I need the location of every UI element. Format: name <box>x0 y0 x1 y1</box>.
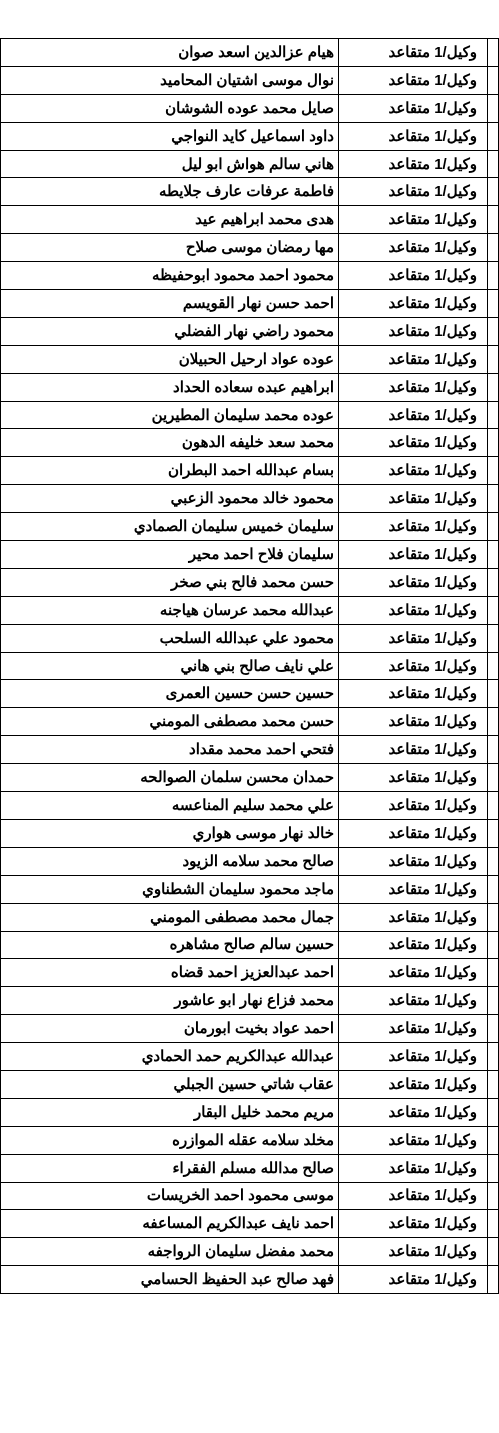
table-row <box>1 847 499 875</box>
rank-cell <box>339 624 488 652</box>
person-name: محمد فزاع نهار ابو عاشور <box>1 987 339 1015</box>
rank-label: وكيل/1 متقاعد <box>388 741 477 759</box>
row-edge-cell <box>488 122 499 150</box>
person-name: محمود خالد محمود الزعبي <box>1 485 339 513</box>
row-edge-cell <box>488 1182 499 1210</box>
row-edge-cell <box>488 987 499 1015</box>
person-name: احمد حسن نهار القويسم <box>1 290 339 318</box>
rank-cell <box>339 513 488 541</box>
row-edge-cell <box>488 819 499 847</box>
row-edge-cell <box>488 903 499 931</box>
table-row <box>1 792 499 820</box>
rank-label: وكيل/1 متقاعد <box>388 350 477 368</box>
table-row <box>1 262 499 290</box>
table-row <box>1 150 499 178</box>
row-edge-cell <box>488 764 499 792</box>
rank-cell <box>339 290 488 318</box>
table-row <box>1 987 499 1015</box>
row-edge-cell <box>488 736 499 764</box>
rank-label: وكيل/1 متقاعد <box>388 490 477 508</box>
person-name: عقاب شاتي حسين الجبلي <box>1 1070 339 1098</box>
table-row <box>1 178 499 206</box>
person-name: محمود راضي نهار الفضلي <box>1 317 339 345</box>
rank-cell <box>339 122 488 150</box>
rank-label: وكيل/1 متقاعد <box>388 294 477 312</box>
rank-label: وكيل/1 متقاعد <box>388 378 477 396</box>
rank-cell <box>339 485 488 513</box>
rank-label: وكيل/1 متقاعد <box>388 71 477 89</box>
table-row <box>1 1266 499 1294</box>
row-edge-cell <box>488 680 499 708</box>
table-row <box>1 596 499 624</box>
rank-cell <box>339 94 488 122</box>
row-edge-cell <box>488 66 499 94</box>
row-edge-cell <box>488 959 499 987</box>
table-row <box>1 206 499 234</box>
person-name: محمود احمد محمود ابوحفيظه <box>1 262 339 290</box>
rank-cell <box>339 541 488 569</box>
person-name: عوده عواد ارحيل الحبيلان <box>1 345 339 373</box>
person-name: احمد عبدالعزيز احمد قضاه <box>1 959 339 987</box>
row-edge-cell <box>488 847 499 875</box>
person-name: حسين سالم صالح مشاهره <box>1 931 339 959</box>
rank-cell <box>339 596 488 624</box>
table-row <box>1 94 499 122</box>
rank-cell <box>339 568 488 596</box>
person-name: فتحي احمد محمد مقداد <box>1 736 339 764</box>
person-name: علي محمد سليم المناعسه <box>1 792 339 820</box>
rank-label: وكيل/1 متقاعد <box>388 1243 477 1261</box>
table-row <box>1 708 499 736</box>
rank-cell <box>339 987 488 1015</box>
table-row <box>1 373 499 401</box>
table-row <box>1 875 499 903</box>
person-name: حسن محمد مصطفى المومني <box>1 708 339 736</box>
person-name: عبدالله عبدالكريم حمد الحمادي <box>1 1043 339 1071</box>
rank-cell <box>339 1154 488 1182</box>
rank-label: وكيل/1 متقاعد <box>388 1159 477 1177</box>
table-body <box>1 39 499 1294</box>
rank-cell <box>339 708 488 736</box>
rank-cell <box>339 373 488 401</box>
row-edge-cell <box>488 1098 499 1126</box>
rank-cell <box>339 262 488 290</box>
rank-cell <box>339 847 488 875</box>
table-row <box>1 959 499 987</box>
row-edge-cell <box>488 178 499 206</box>
person-name: مريم محمد خليل البقار <box>1 1098 339 1126</box>
rank-label: وكيل/1 متقاعد <box>388 573 477 591</box>
rank-cell <box>339 1238 488 1266</box>
row-edge-cell <box>488 708 499 736</box>
rank-label: وكيل/1 متقاعد <box>388 1187 477 1205</box>
rank-cell <box>339 429 488 457</box>
row-edge-cell <box>488 624 499 652</box>
person-name: فاطمة عرفات عارف جلايطه <box>1 178 339 206</box>
rank-label: وكيل/1 متقاعد <box>388 713 477 731</box>
person-name: عبدالله محمد عرسان هياجنه <box>1 596 339 624</box>
rank-cell <box>339 178 488 206</box>
person-name: محمد مفضل سليمان الرواجفه <box>1 1238 339 1266</box>
person-name: محمود علي عبدالله السلحب <box>1 624 339 652</box>
person-name: نوال موسى اشتيان المحاميد <box>1 66 339 94</box>
rank-label: وكيل/1 متقاعد <box>388 434 477 452</box>
person-name: ماجد محمود سليمان الشطناوي <box>1 875 339 903</box>
row-edge-cell <box>488 1210 499 1238</box>
table-row <box>1 931 499 959</box>
row-edge-cell <box>488 1154 499 1182</box>
person-name: فهد صالح عبد الحفيظ الحسامي <box>1 1266 339 1294</box>
rank-cell <box>339 1098 488 1126</box>
row-edge-cell <box>488 401 499 429</box>
rank-cell <box>339 234 488 262</box>
rank-cell <box>339 819 488 847</box>
person-name: مخلد سلامه عقله الموازره <box>1 1126 339 1154</box>
person-name: جمال محمد مصطفى المومني <box>1 903 339 931</box>
rank-label: وكيل/1 متقاعد <box>388 992 477 1010</box>
person-name: بسام عبدالله احمد البطران <box>1 457 339 485</box>
table-row <box>1 457 499 485</box>
table-row <box>1 736 499 764</box>
person-name: صالح محمد سلامه الزيود <box>1 847 339 875</box>
person-name: موسى محمود احمد الخريسات <box>1 1182 339 1210</box>
table-row <box>1 66 499 94</box>
row-edge-cell <box>488 1238 499 1266</box>
row-edge-cell <box>488 1043 499 1071</box>
document-page <box>0 38 499 1294</box>
row-edge-cell <box>488 652 499 680</box>
rank-cell <box>339 680 488 708</box>
table-row <box>1 485 499 513</box>
row-edge-cell <box>488 1015 499 1043</box>
rank-label: وكيل/1 متقاعد <box>388 852 477 870</box>
rank-label: وكيل/1 متقاعد <box>388 629 477 647</box>
rank-label: وكيل/1 متقاعد <box>388 601 477 619</box>
rank-cell <box>339 39 488 67</box>
table-row <box>1 680 499 708</box>
table-row <box>1 401 499 429</box>
table-row <box>1 541 499 569</box>
table-row <box>1 345 499 373</box>
table-row <box>1 122 499 150</box>
row-edge-cell <box>488 290 499 318</box>
rank-label: وكيل/1 متقاعد <box>388 99 477 117</box>
rank-label: وكيل/1 متقاعد <box>388 211 477 229</box>
person-name: حمدان محسن سلمان الصوالحه <box>1 764 339 792</box>
rank-cell <box>339 1210 488 1238</box>
rank-cell <box>339 736 488 764</box>
rank-cell <box>339 652 488 680</box>
person-name: علي نايف صالح بني هاني <box>1 652 339 680</box>
table-row <box>1 1182 499 1210</box>
rank-label: وكيل/1 متقاعد <box>388 769 477 787</box>
table-row <box>1 1070 499 1098</box>
person-name: سليمان فلاح احمد محير <box>1 541 339 569</box>
row-edge-cell <box>488 234 499 262</box>
row-edge-cell <box>488 513 499 541</box>
row-edge-cell <box>488 429 499 457</box>
rank-label: وكيل/1 متقاعد <box>388 518 477 536</box>
table-row <box>1 1043 499 1071</box>
table-row <box>1 39 499 67</box>
person-name: خالد نهار موسى هواري <box>1 819 339 847</box>
rank-label: وكيل/1 متقاعد <box>388 1048 477 1065</box>
rank-label: وكيل/1 متقاعد <box>388 1075 477 1093</box>
table-row <box>1 1126 499 1154</box>
rank-cell <box>339 317 488 345</box>
row-edge-cell <box>488 457 499 485</box>
person-name: صايل محمد عوده الشوشان <box>1 94 339 122</box>
table-row <box>1 1210 499 1238</box>
table-row <box>1 290 499 318</box>
rank-label: وكيل/1 متقاعد <box>388 545 477 563</box>
person-name: عوده محمد سليمان المطيرين <box>1 401 339 429</box>
person-name: احمد نايف عبدالكريم المساعفه <box>1 1210 339 1238</box>
row-edge-cell <box>488 875 499 903</box>
table-row <box>1 819 499 847</box>
table-row <box>1 568 499 596</box>
row-edge-cell <box>488 39 499 67</box>
row-edge-cell <box>488 485 499 513</box>
rank-cell <box>339 1182 488 1210</box>
rank-label: وكيل/1 متقاعد <box>388 824 477 842</box>
rank-label: وكيل/1 متقاعد <box>388 880 477 898</box>
row-edge-cell <box>488 541 499 569</box>
rank-label: وكيل/1 متقاعد <box>388 936 477 954</box>
rank-label: وكيل/1 متقاعد <box>388 127 477 145</box>
rank-cell <box>339 206 488 234</box>
rank-label: وكيل/1 متقاعد <box>388 43 477 61</box>
rank-label: وكيل/1 متقاعد <box>388 183 477 201</box>
rank-cell <box>339 1043 488 1071</box>
table-row <box>1 1015 499 1043</box>
rank-cell <box>339 457 488 485</box>
row-edge-cell <box>488 1126 499 1154</box>
row-edge-cell <box>488 568 499 596</box>
rank-label: وكيل/1 متقاعد <box>388 239 477 257</box>
person-name: مها رمضان موسى صلاح <box>1 234 339 262</box>
person-name: حسين حسن حسين العمرى <box>1 680 339 708</box>
person-name: هاني سالم هواش ابو ليل <box>1 150 339 178</box>
person-name: صالح مدالله مسلم الفقراء <box>1 1154 339 1182</box>
rank-label: وكيل/1 متقاعد <box>388 1271 477 1289</box>
rank-label: وكيل/1 متقاعد <box>388 267 477 285</box>
rank-cell <box>339 1266 488 1294</box>
rank-label: وكيل/1 متقاعد <box>388 964 477 982</box>
rank-cell <box>339 401 488 429</box>
rank-label: وكيل/1 متقاعد <box>388 657 477 675</box>
rank-cell <box>339 345 488 373</box>
person-name: ابراهيم عبده سعاده الحداد <box>1 373 339 401</box>
rank-label: وكيل/1 متقاعد <box>388 908 477 926</box>
rank-cell <box>339 792 488 820</box>
row-edge-cell <box>488 262 499 290</box>
table-row <box>1 624 499 652</box>
rank-label: وكيل/1 متقاعد <box>388 322 477 340</box>
rank-label: وكيل/1 متقاعد <box>388 155 477 173</box>
table-row <box>1 317 499 345</box>
row-edge-cell <box>488 1266 499 1294</box>
person-name: هدى محمد ابراهيم عيد <box>1 206 339 234</box>
table-row <box>1 513 499 541</box>
table-row <box>1 764 499 792</box>
row-edge-cell <box>488 792 499 820</box>
rank-label: وكيل/1 متقاعد <box>388 462 477 480</box>
rank-cell <box>339 66 488 94</box>
table-row <box>1 903 499 931</box>
row-edge-cell <box>488 317 499 345</box>
rank-cell <box>339 903 488 931</box>
rank-cell <box>339 875 488 903</box>
person-name: محمد سعد خليفه الدهون <box>1 429 339 457</box>
table-row <box>1 1238 499 1266</box>
row-edge-cell <box>488 94 499 122</box>
row-edge-cell <box>488 931 499 959</box>
rank-label: وكيل/1 متقاعد <box>388 796 477 814</box>
row-edge-cell <box>488 345 499 373</box>
table-row <box>1 1154 499 1182</box>
person-name: احمد عواد بخيت ابورمان <box>1 1015 339 1043</box>
retirees-table <box>0 38 499 1294</box>
person-name: حسن محمد فالح بني صخر <box>1 568 339 596</box>
table-row <box>1 234 499 262</box>
rank-label: وكيل/1 متقاعد <box>388 1020 477 1038</box>
row-edge-cell <box>488 206 499 234</box>
rank-cell <box>339 931 488 959</box>
rank-label: وكيل/1 متقاعد <box>388 1103 477 1121</box>
person-name: داود اسماعيل كايد النواجي <box>1 122 339 150</box>
person-name: هيام عزالدين اسعد صوان <box>1 39 339 67</box>
rank-label: وكيل/1 متقاعد <box>388 1131 477 1149</box>
row-edge-cell <box>488 596 499 624</box>
rank-cell <box>339 150 488 178</box>
rank-cell <box>339 764 488 792</box>
rank-label: وكيل/1 متقاعد <box>388 685 477 703</box>
row-edge-cell <box>488 150 499 178</box>
row-edge-cell <box>488 373 499 401</box>
rank-cell <box>339 1070 488 1098</box>
rank-cell <box>339 959 488 987</box>
rank-cell <box>339 1015 488 1043</box>
table-row <box>1 1098 499 1126</box>
rank-label: وكيل/1 متقاعد <box>388 406 477 424</box>
row-edge-cell <box>488 1070 499 1098</box>
person-name: سليمان خميس سليمان الصمادي <box>1 513 339 541</box>
rank-cell <box>339 1126 488 1154</box>
table-row <box>1 429 499 457</box>
table-row <box>1 652 499 680</box>
rank-label: وكيل/1 متقاعد <box>388 1215 477 1233</box>
